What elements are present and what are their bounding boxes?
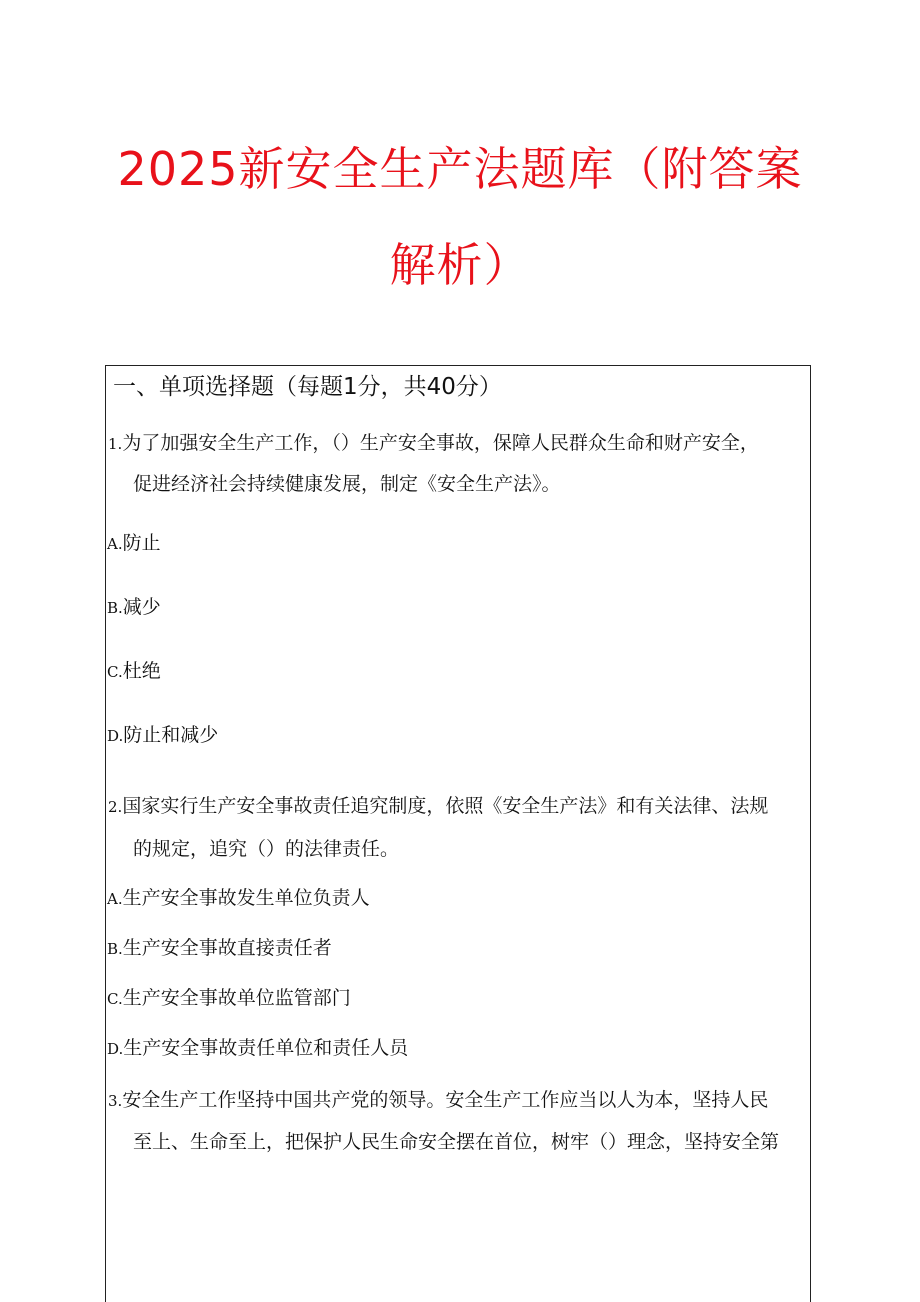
question-1-stem-line-2: 促进经济社会持续健康发展，制定《安全生产法》。 [133, 473, 561, 495]
question-table-frame [105, 365, 811, 1302]
option-text: 减少 [122, 596, 161, 618]
question-text: 为了加强安全生产工作，（）生产安全事故，保障人民群众生命和财产安全， [122, 432, 759, 454]
question-1-option-b [107, 598, 161, 617]
question-2-option-c [107, 989, 351, 1008]
option-text: 生产安全事故单位监管部门 [122, 987, 351, 1009]
question-3-stem-line-2: 至上、生命至上，把保护人民生命安全摆在首位，树牢（）理念，坚持安全第 [133, 1131, 780, 1153]
question-1-option-c [107, 662, 161, 681]
section-heading: 一、单项选择题（每题1分，共40分） [113, 374, 502, 400]
question-1-option-d [107, 726, 218, 745]
document-title-line-2: 解析） [389, 238, 531, 292]
question-2-option-a [107, 889, 370, 908]
option-text: 杜绝 [122, 660, 161, 682]
option-label: B. [107, 940, 123, 958]
question-text: 国家实行生产安全事故责任追究制度，依照《安全生产法》和有关法律、法规 [122, 795, 769, 817]
question-3-stem-line-1 [108, 1091, 768, 1110]
question-number: 1. [108, 435, 123, 453]
question-2-stem-line-2: 的规定，追究（）的法律责任。 [133, 838, 400, 860]
question-number: 2. [108, 798, 123, 816]
option-label: A. [107, 535, 123, 553]
question-2-stem-line-1 [108, 797, 768, 816]
option-label: A. [107, 890, 123, 908]
option-label: D. [107, 1040, 124, 1058]
question-1-stem-line-1 [108, 434, 759, 453]
document-title-line-1: 2025新安全生产法题库（附答案 [117, 142, 803, 196]
question-number: 3. [108, 1092, 123, 1110]
option-label: D. [107, 727, 124, 745]
option-text: 防止 [122, 532, 161, 554]
option-text: 生产安全事故发生单位负责人 [122, 887, 370, 909]
option-label: C. [107, 990, 123, 1008]
option-text: 生产安全事故责任单位和责任人员 [123, 1037, 409, 1059]
option-label: B. [107, 599, 123, 617]
option-label: C. [107, 663, 123, 681]
question-text: 安全生产工作坚持中国共产党的领导。安全生产工作应当以人为本，坚持人民 [122, 1089, 769, 1111]
option-text: 防止和减少 [123, 724, 219, 746]
question-2-option-d [107, 1039, 408, 1058]
option-text: 生产安全事故直接责任者 [122, 937, 332, 959]
question-2-option-b [107, 939, 332, 958]
question-1-option-a [107, 534, 161, 553]
